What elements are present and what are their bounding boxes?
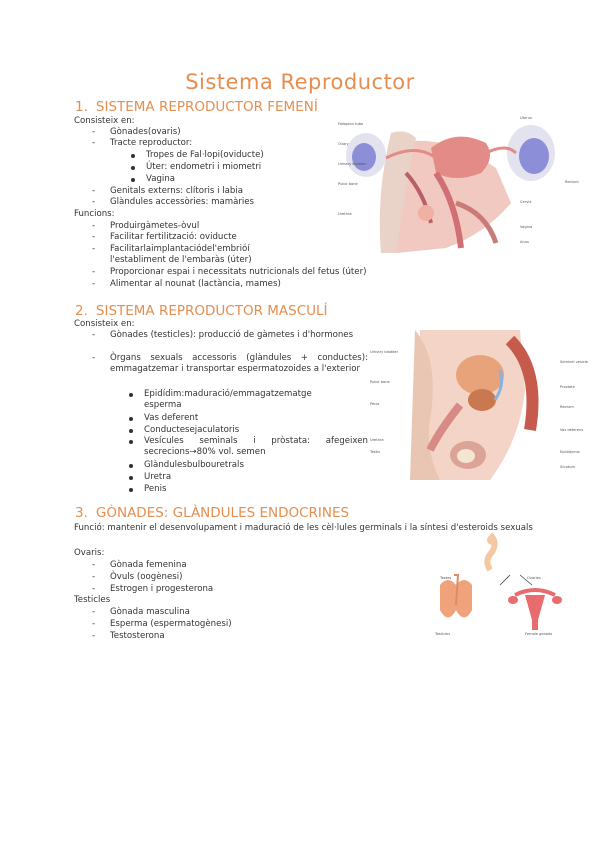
list-item: - Glàndules accessòries: mamàries — [110, 197, 254, 208]
list-item: - Alimentar al nounat (lactància, mames) — [110, 279, 281, 290]
figure-label: Penis — [370, 402, 380, 406]
page-title: Sistema Reproductor — [185, 70, 415, 94]
section-1-heading — [75, 99, 318, 115]
list-item: Vagina — [146, 174, 176, 184]
list-item: - Estrogen i progesterona — [110, 584, 213, 595]
figure-label: Prostate — [560, 385, 575, 389]
figure-label: Testis — [370, 450, 380, 454]
sec1-functions: Funcions: — [74, 209, 115, 219]
figure-label: Female gonads — [525, 632, 553, 636]
list-item: - Produirgàmetes-òvul — [110, 221, 199, 232]
sec1-consist: Consisteix en: — [74, 116, 135, 126]
figure-label: Anus — [520, 240, 529, 244]
figure-label: Ovary — [338, 142, 349, 146]
list-item: Glàndulesbulbouretrals — [144, 460, 244, 470]
male-anatomy-figure — [400, 330, 560, 480]
figure-label: Cervix — [520, 200, 532, 204]
list-item: - Gònada masculina — [110, 607, 190, 618]
list-item: - Òvuls (oogènesi) — [110, 572, 182, 583]
figure-label: Urinary bladder — [338, 162, 367, 166]
section-1-title: SISTEMA REPRODUCTOR FEMENÍ — [95, 99, 318, 115]
section-2-number: 2. — [75, 303, 88, 319]
section-3-heading — [75, 505, 349, 521]
list-item: - Esperma (espermatogènesi) — [110, 619, 232, 630]
figure-label: Seminal vesicle — [560, 360, 589, 364]
list-item: Vas deferent — [144, 413, 199, 423]
list-item: - Òrgans sexuals accessoris (glàndules + conductes): emmagatzemar i transportar espermatozoides a l'exterior — [110, 353, 368, 375]
section-2-heading — [75, 303, 328, 319]
list-item: Uretra — [144, 472, 172, 482]
list-item: Penis — [144, 484, 167, 494]
list-item: - Facilitarlaimplantaciódel'embrióí — [110, 244, 250, 255]
figure-label: Rectum — [560, 405, 574, 409]
figure-label: Epididymis — [560, 450, 580, 454]
list-item: - Gònades (testicles): producció de gàmetes i d'hormones — [110, 330, 368, 341]
sec3-function: Funció: mantenir el desenvolupament i maduració de les cèl·lules germinals i la síntesi d'esteroids sexuals — [74, 523, 533, 533]
figure-label: Testes — [440, 576, 452, 580]
figure-label: Urethra — [370, 438, 384, 442]
figure-label: Urinary bladder — [370, 350, 399, 354]
list-item-continued: l'establiment de l'embaràs (úter) — [110, 255, 252, 265]
figure-label: Uterus — [520, 116, 532, 120]
figure-label: Scrotum — [560, 465, 576, 469]
ovaries-label: Ovaris: — [74, 548, 105, 558]
figure-label: Pubic bone — [338, 182, 358, 186]
section-3-number: 3. — [75, 505, 88, 521]
figure-label: Urethra — [338, 212, 352, 216]
list-item: Conductesejaculatoris — [144, 425, 240, 435]
list-item: - Proporcionar espai i necessitats nutricionals del fetus (úter) — [110, 267, 366, 278]
figure-label: Ovaries — [527, 576, 541, 580]
figure-label: Rectum — [565, 180, 579, 184]
figure-label: Pubic bone — [370, 380, 390, 384]
figure-label: Vas deferens — [560, 428, 584, 432]
figure-label: Testicles — [435, 632, 451, 636]
list-item: Epidídim:maduració/emmagatzematge esperma — [144, 389, 338, 411]
testicles-label: Testicles — [74, 595, 111, 605]
list-item: - Gònades(ovaris) — [110, 127, 181, 138]
list-item: - Gònada femenina — [110, 560, 187, 571]
figure-label: Vagina — [520, 225, 533, 229]
list-item: Tropes de Fal·lopi(oviducte) — [146, 150, 264, 160]
sec2-consist: Consisteix en: — [74, 319, 135, 329]
list-item: - Genitals externs: clítoris i labia — [110, 186, 243, 197]
section-2-title: SISTEMA REPRODUCTOR MASCULÍ — [95, 303, 328, 319]
section-3-title: GÒNADES: GLÀNDULES ENDOCRINES — [95, 505, 350, 521]
section-1-number: 1. — [75, 99, 88, 115]
list-item: Úter: endometri i miometri — [146, 162, 262, 172]
figure-label: Fallopian tube — [338, 122, 364, 126]
list-item: - Testosterona — [110, 631, 165, 642]
female-anatomy-figure — [336, 113, 572, 253]
list-item: - Tracte reproductor: — [110, 138, 192, 149]
list-item: Vesícules seminals i pròstata: afegeixen secrecions→80% vol. semen — [144, 436, 368, 457]
list-item: - Facilitar fertilització: oviducte — [110, 232, 237, 243]
